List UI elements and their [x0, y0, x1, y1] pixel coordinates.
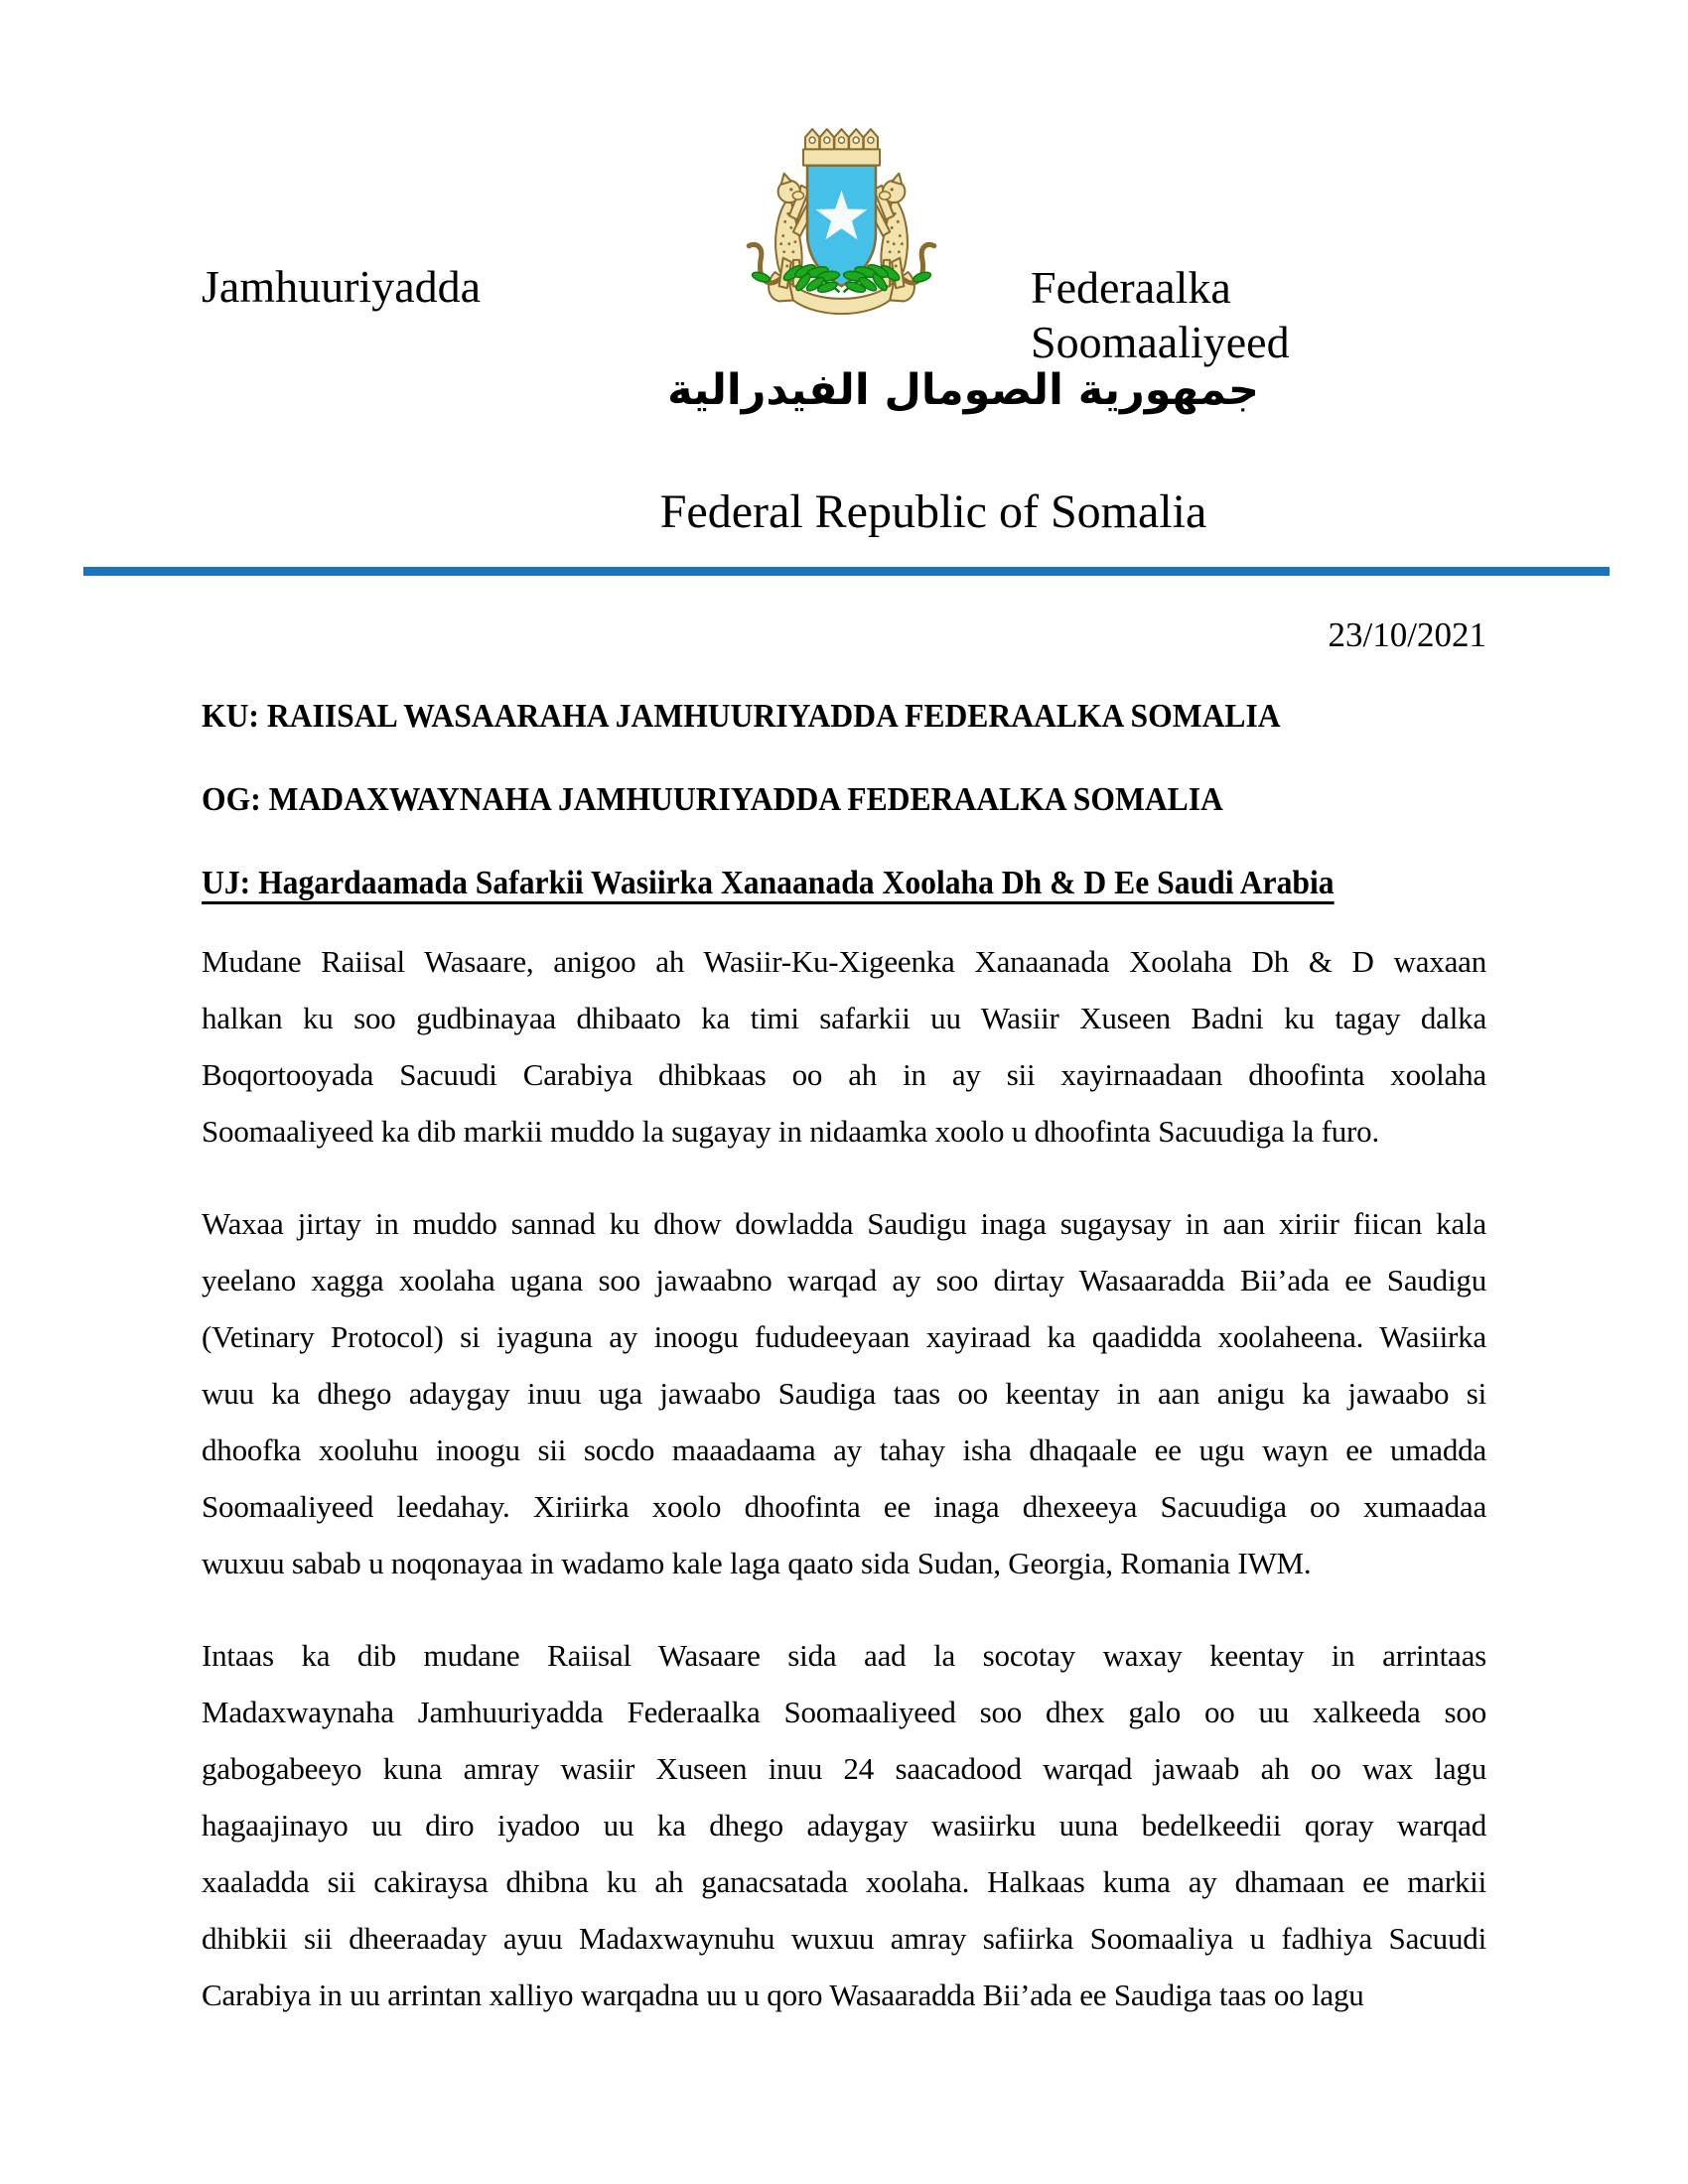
somalia-emblem-icon — [740, 125, 943, 341]
body-paragraph — [202, 1195, 1486, 1591]
body-line: dhoofka xooluhu inoogu sii socdo maaadaama ay tahay isha dhaqaale ee ugu wayn ee umadda — [202, 1433, 1486, 1467]
body-line: (Vetinary Protocol) si iyaguna ay inoogu fududeeyaan xayiraad ka qaadidda xoolaheena. Wasiirka — [202, 1319, 1486, 1354]
header-right-title-line1: Federaalka — [1031, 262, 1231, 313]
body-line: Soomaaliyeed leedahay. Xiriirka xoolo dhoofinta ee inaga dhexeeya Sacuudiga oo xumaadaa — [202, 1489, 1486, 1524]
body-line: yeelano xagga xoolaha ugana soo jawaabno warqad ay soo dirtay Wasaaradda Bii’ada ee Saudigu — [202, 1263, 1486, 1297]
date-text: 23/10/2021 — [1328, 615, 1486, 654]
body-paragraph — [202, 933, 1486, 1160]
crown — [803, 129, 880, 166]
body-line: xaaladda sii cakiraysa dhibna ku ah ganacsatada xoolaha. Halkaas kuma ay dhamaan ee markii — [202, 1864, 1486, 1899]
body-line: Carabiya in uu arrintan xalliyo warqadna uu u qoro Wasaaradda Bii’ada ee Saudiga taas oo lagu — [202, 1978, 1364, 2012]
body-line: halkan ku soo gudbinayaa dhibaato ka timi safarkii uu Wasiir Xuseen Badni ku tagay dalka — [202, 1001, 1486, 1035]
body-line: gabogabeeyo kuna amray wasiir Xuseen inuu 24 saacadood warqad jawaab ah oo wax lagu — [202, 1751, 1486, 1786]
to-line: KU: RAIISAL WASAARAHA JAMHUURIYADDA FEDERAALKA SOMALIA — [202, 698, 1281, 735]
body-line: hagaajinayo uu diro iyadoo uu ka dhego adaygay wasiirku uuna bedelkeedii qoray warqad — [202, 1808, 1486, 1843]
body-line: Boqortooyada Sacuudi Carabiya dhibkaas oo ah in ay sii xayirnaadaan dhoofinta xoolaha — [202, 1057, 1486, 1092]
body-line: dhibkii sii dheeraaday ayuu Madaxwaynuhu wuxuu amray safiirka Soomaaliya u fadhiya Sacuudi — [202, 1921, 1486, 1956]
header-divider — [83, 567, 1610, 576]
body-line: wuxuu sabab u noqonayaa in wadamo kale laga qaato sida Sudan, Georgia, Romania IWM. — [202, 1546, 1312, 1580]
from-line: OG: MADAXWAYNAHA JAMHUURIYADDA FEDERAALKA SOMALIA — [202, 781, 1223, 818]
body-line: wuu ka dhego adaygay inuu uga jawaabo Saudiga taas oo keentay in aan anigu ka jawaabo si — [202, 1376, 1486, 1411]
letter-meta — [202, 695, 1396, 945]
arabic-title: جمهورية الصومال الفيدرالية — [667, 365, 1259, 415]
body-line: Mudane Raiisal Wasaare, anigoo ah Wasiir-Ku-Xigeenka Xanaanada Xoolaha Dh & D waxaan — [202, 944, 1486, 979]
header-right-title — [1031, 260, 1290, 369]
body-paragraph — [202, 1627, 1486, 2023]
body-line: Soomaaliyeed ka dib markii muddo la sugayay in nidaamka xoolo u dhoofinta Sacuudiga la furo. — [202, 1114, 1380, 1149]
subject-line: UJ: Hagardaamada Safarkii Wasiirka Xanaanada Xoolaha Dh & D Ee Saudi Arabia — [202, 865, 1335, 901]
body-line: Madaxwaynaha Jamhuuriyadda Federaalka Soomaaliyeed soo dhex galo oo uu xalkeeda soo — [202, 1695, 1486, 1729]
header-left-title: Jamhuuriyadda — [202, 261, 482, 312]
body-line: Waxaa jirtay in muddo sannad ku dhow dowladda Saudigu inaga sugaysay in aan xiriir fiican kala — [202, 1206, 1486, 1241]
letter-body — [202, 933, 1486, 2059]
english-title: Federal Republic of Somalia — [659, 485, 1207, 538]
body-line: Intaas ka dib mudane Raiisal Wasaare sida aad la socotay waxay keentay in arrintaas — [202, 1638, 1486, 1673]
header-right-title-line2: Soomaaliyeed — [1031, 317, 1290, 367]
